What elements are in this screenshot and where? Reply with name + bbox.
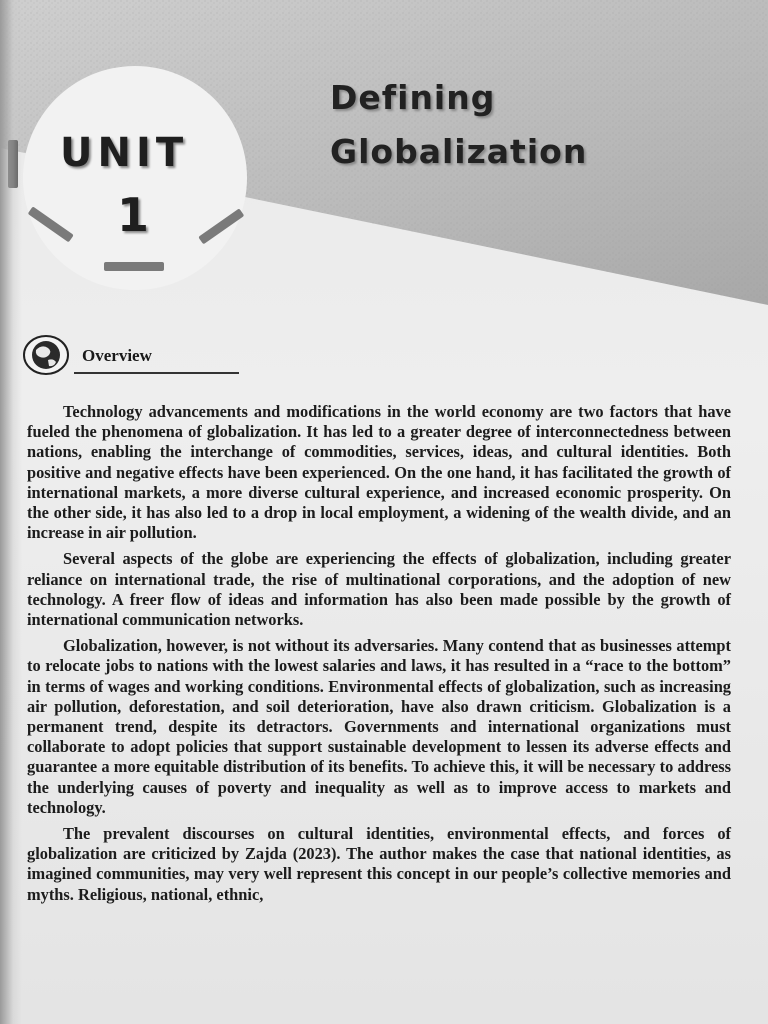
paragraph-4: The prevalent discourses on cultural identities, environmental effects, and forces of globalization are criticized by Zajda (2023). The author makes the case that national identities, as imagined communities, may very well represent this concept in our people’s collective memories and myths. Religious, national, ethnic,: [27, 824, 731, 904]
unit-badge-circle: [23, 66, 247, 290]
paragraph-2: Several aspects of the globe are experiencing the effects of globalization, including greater reliance on international trade, the rise of multinational corporations, and the adoption of new technology. A freer flow of ideas and information has also been made possible by the growth of international communication networks.: [27, 549, 731, 630]
chapter-title-line-1: Defining: [330, 78, 496, 117]
paragraph-3: Globalization, however, is not without its adversaries. Many contend that as businesses attempt to relocate jobs to nations with the lowest salaries and laws, it has resulted in a “race to the bottom” in terms of wages and working conditions. Environmental effects of globalization, such as increasing air pollution, deforestation, and soil deterioration, have also drawn criticism. Globalization is a permanent trend, despite its detractors. Governments and international organizations must collaborate to adopt policies that support sustainable development to lessen its adverse effects and guarantee a more equitable distribution of its benefits. To achieve this, it will be necessary to address the underlying causes of poverty and inequality as well as to improve access to markets and technology.: [27, 636, 731, 817]
globe-icon: [22, 334, 72, 376]
overview-heading: [22, 334, 232, 378]
chapter-title-line-2: Globalization: [330, 132, 588, 171]
binding-shadow: [0, 0, 22, 1024]
unit-number: 1: [116, 188, 149, 242]
unit-label: UNIT: [60, 130, 189, 176]
paragraph-1: Technology advancements and modifications in the world economy are two factors that have fueled the phenomena of globalization. It has led to a greater degree of interconnectedness between nations, enabling the interchange of commodities, services, ideas, and cultural identities. Both positive and negative effects have been experienced. On the one hand, it has facilitated the growth of international markets, a more diverse cultural experience, and increased economic prosperity. On the other side, it has also led to a drop in local employment, a widening of the wealth divide, and an increase in air pollution.: [27, 402, 731, 543]
overview-label: Overview: [82, 346, 152, 365]
body-text: [27, 402, 731, 911]
overview-underline: [74, 372, 239, 374]
